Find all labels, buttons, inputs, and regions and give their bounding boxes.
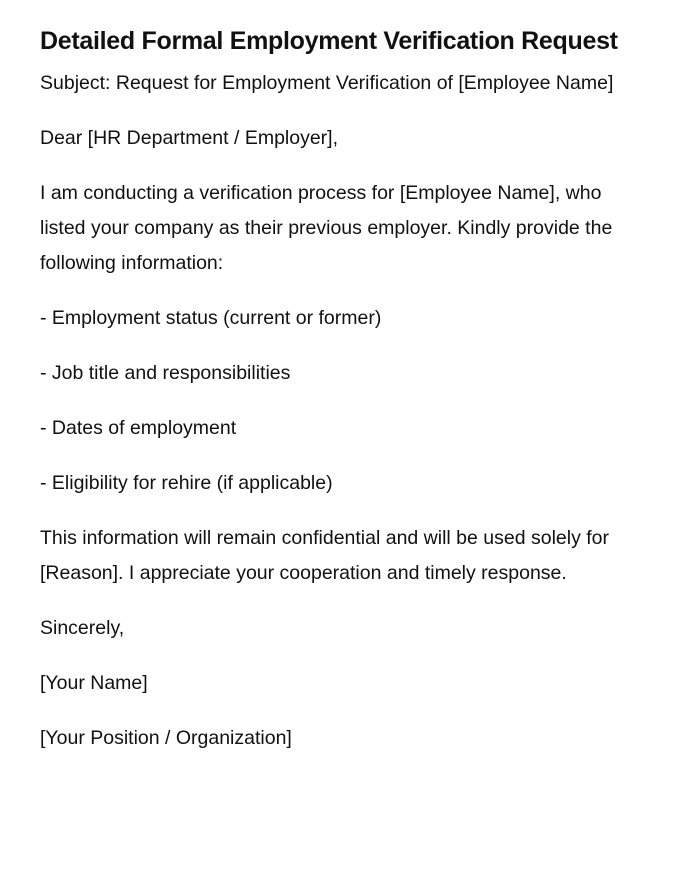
document-title: Detailed Formal Employment Verification Request [40, 27, 618, 55]
signature-position: [Your Position / Organization] [40, 727, 292, 749]
salutation: Dear [HR Department / Employer], [40, 127, 339, 149]
signature-name: [Your Name] [40, 672, 148, 694]
list-item-rehire: - Eligibility for rehire (if applicable) [40, 472, 333, 494]
body-paragraph-intro: I am conducting a verification process for [Employee Name], who listed your company as their previous employer. Kindly provide the following information: [40, 182, 613, 274]
sign-off: Sincerely, [40, 617, 125, 639]
list-item-employment-status: - Employment status (current or former) [40, 307, 382, 329]
list-item-job-title: - Job title and responsibilities [40, 362, 291, 384]
subject-line: Subject: Request for Employment Verification of [Employee Name] [40, 72, 614, 94]
body-paragraph-closing: This information will remain confidential and will be used solely for [Reason]. I appreciate your cooperation and timely response. [40, 527, 610, 584]
letter-document [40, 24, 650, 776]
list-item-dates: - Dates of employment [40, 417, 237, 439]
